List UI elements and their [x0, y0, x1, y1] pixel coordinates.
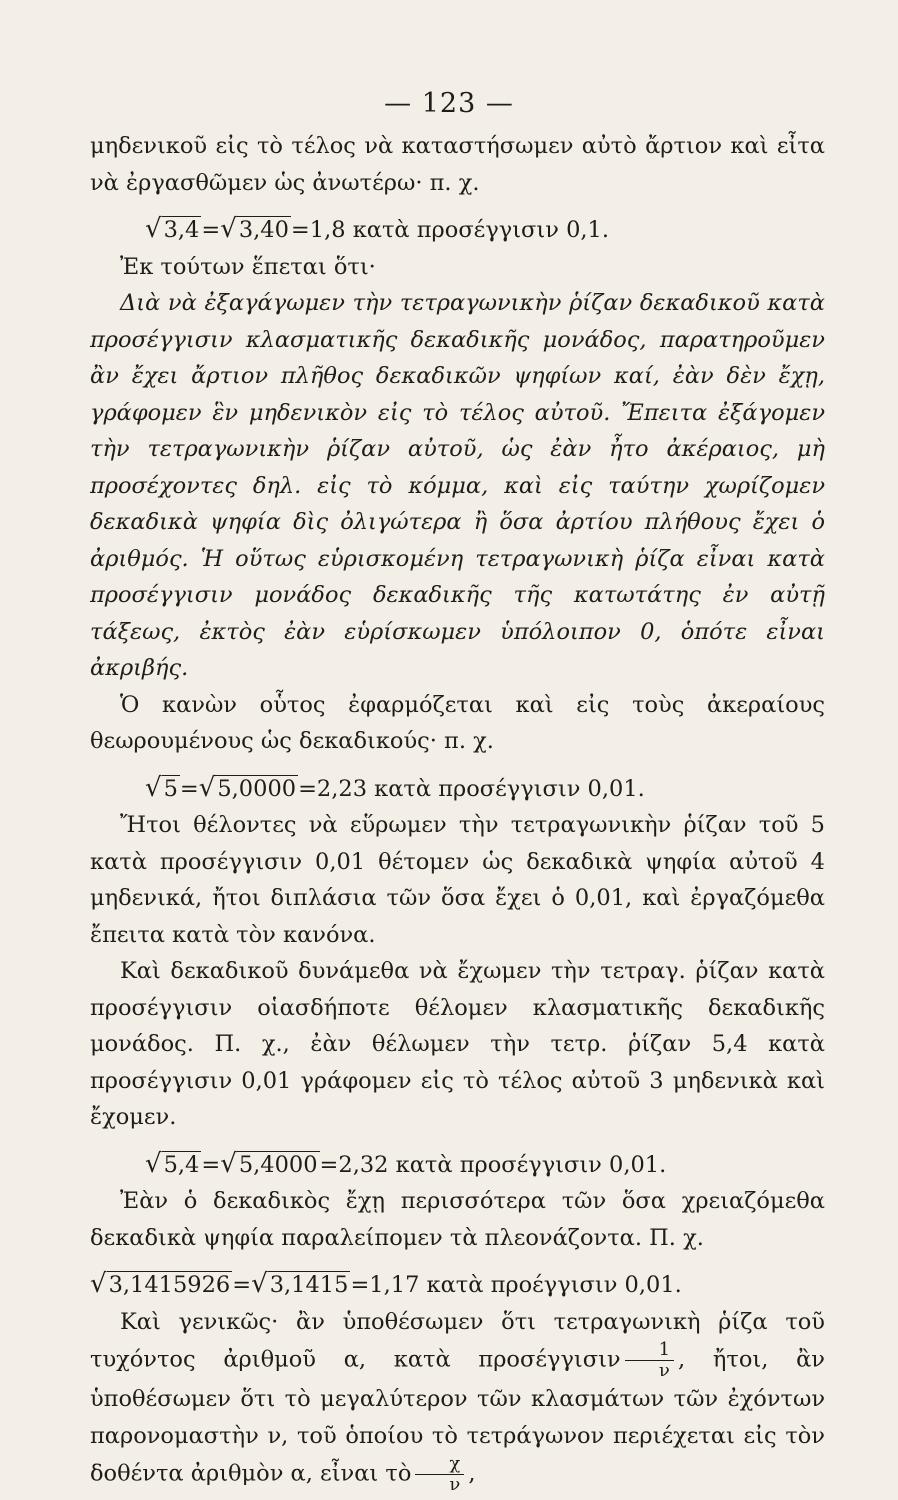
sqrt-3b: √5,4000 — [220, 1148, 318, 1179]
fraction-1-over-nu: $\frac{1}{\nu}$ — [625, 1340, 674, 1381]
sqrt-2a: √5 — [145, 772, 178, 803]
fraction-chi-over-nu: $\frac{\chi}{\nu}$ — [415, 1454, 464, 1495]
sqrt-3a: √5,4 — [145, 1148, 200, 1179]
sqrt-2b: √5,0000 — [198, 772, 297, 803]
sqrt-1a: √3,4 — [145, 214, 200, 244]
paragraph-4: Ὁ κανὼν οὗτος ἐφαρμόζεται καὶ εἰς τοὺς ἀκεραίους θεωρουμένους ὡς δεκαδικούς· π. χ. — [90, 691, 825, 754]
paragraph-5: Ἤτοι θέλοντες νὰ εὕρωμεν τὴν τετραγωνικὴν ῥίζαν τοῦ 5 κατὰ προσέγγισιν 0,01 θέτομεν ὡς δεκαδικὰ ψηφία αὐτοῦ 4 μηδενικά, ἤτοι διπλάσια τῶν ὅσα ἔχει ὁ 0,01, καὶ ἐργαζόμεθα ἔπειτα κατὰ τὸν κανόνα. — [90, 812, 825, 948]
paragraph-1: μηδενικοῦ εἰς τὸ τέλος νὰ καταστήσωμεν αὐτὸ ἄρτιον καὶ εἶτα νὰ ἐργασθῶμεν ὡς ἀνωτέρω· π. χ. — [90, 133, 825, 196]
equation-2: √5=√5,0000=2,23 κατὰ προσέγγισιν 0,01. — [90, 770, 825, 808]
page-body — [90, 128, 825, 1495]
paragraph-8: Καὶ γενικῶς· ἂν ὑποθέσωμεν ὅτι τετραγωνικὴ ῥίζα τοῦ τυχόντος ἀριθμοῦ α, κατὰ προσέγγισιν $\frac{1}{\nu}$ , ἤτοι, ἂν ὑποθέσωμεν ὅτι τὸ μεγαλύτερον τῶν κλασμάτων τῶν ἐχόντων παρονομαστὴν ν, τοῦ ὁποίου τὸ τετράγωνον περιέχεται εἰς τὸν δοθέντα ἀριθμὸν α, εἶναι τὸ $\frac{\chi}{\nu}$ , — [90, 1308, 825, 1495]
equation-1: √3,4=√3,40=1,8 κατὰ προσέγγισιν 0,1. — [90, 211, 825, 249]
sqrt-4a: √3,1415926 — [90, 1269, 231, 1299]
sqrt-1b: √3,40 — [220, 214, 289, 244]
equation-3: √5,4=√5,4000=2,32 κατὰ προσέγγισιν 0,01. — [90, 1146, 825, 1184]
paragraph-6: Καὶ δεκαδικοῦ δυνάμεθα νὰ ἔχωμεν τὴν τετραγ. ῥίζαν κατὰ προσέγγισιν οἱασδήποτε θέλομεν κλασματικῆς δεκαδικῆς μονάδος. Π. χ., ἐὰν θέλωμεν τὴν τετρ. ῥίζαν 5,4 κατὰ προσέγγισιν 0,01 γράφομεν εἰς τὸ τέλος αὐτοῦ 3 μηδενικὰ καὶ ἔχομεν. — [90, 958, 825, 1130]
paragraph-2: Ἐκ τούτων ἕπεται ὅτι· — [120, 253, 376, 280]
sqrt-4b: √3,1415 — [251, 1269, 349, 1299]
page-number: — 123 — — [384, 88, 514, 119]
equation-4: √3,1415926=√3,1415=1,17 κατὰ προέγγισιν 0,01. — [90, 1266, 825, 1304]
rule-paragraph: Διὰ νὰ ἐξαγάγωμεν τὴν τετραγωνικὴν ῥίζαν δεκαδικοῦ κατὰ προσέγγισιν κλασματικῆς δεκαδικῆς μονάδος, παρατηροῦμεν ἂν ἔχει ἄρτιον πλῆθος δεκαδικῶν ψηφίων καί, ἐὰν δὲν ἔχῃ, γράφομεν ἓν μηδενικὸν εἰς τὸ τέλος αὐτοῦ. Ἔπειτα ἐξάγομεν τὴν τετραγωνικὴν ῥίζαν αὐτοῦ, ὡς ἐὰν ἦτο ἀκέραιος, μὴ προσέχοντες δηλ. εἰς τὸ κόμμα, καὶ εἰς ταύτην χωρίζομεν δεκαδικὰ ψηφία δὶς ὀλιγώτερα ἢ ὅσα ἀρτίου πλήθους ἔχει ὁ ἀριθμός. Ἡ οὕτως εὑρισκομένη τετραγωνικὴ ῥίζα εἶναι κατὰ προσέγγισιν μονάδος δεκαδικῆς τῆς κατωτάτης ἐν αὐτῇ τάξεως, ἐκτὸς ἐὰν εὑρίσκωμεν ὑπόλοιπον 0, ὁπότε εἶναι ἀκριβής. — [90, 290, 825, 681]
paragraph-7: Ἐὰν ὁ δεκαδικὸς ἔχῃ περισσότερα τῶν ὅσα χρειαζόμεθα δεκαδικὰ ψηφία παραλείπομεν τὰ πλεονάζοντα. Π. χ. — [90, 1188, 825, 1251]
